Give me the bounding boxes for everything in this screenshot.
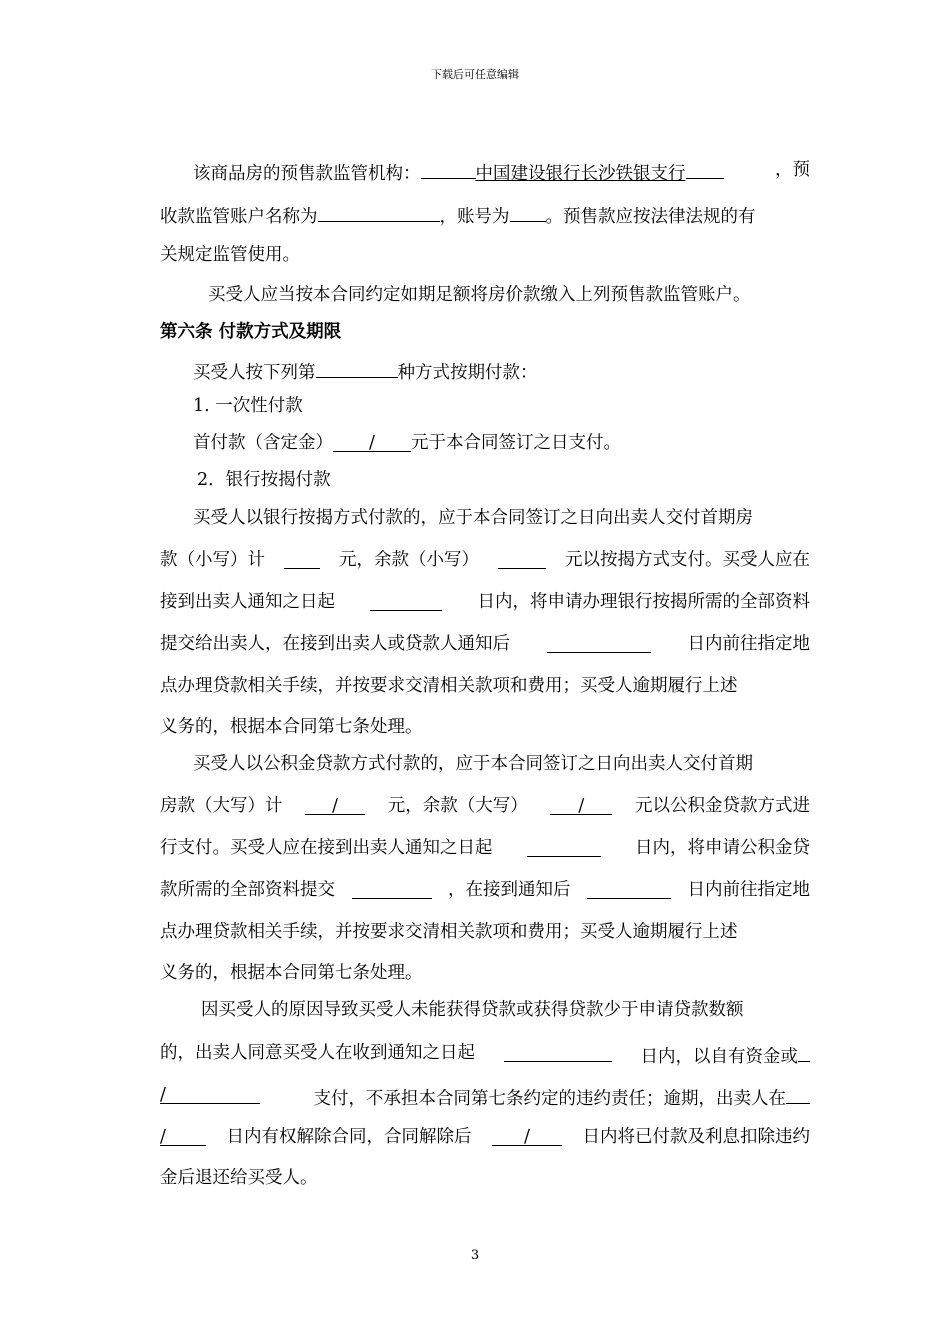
- text: 日内，将申请公积金贷: [635, 838, 810, 858]
- text: 接到出卖人通知之日起: [160, 592, 335, 612]
- blank: [786, 1083, 810, 1104]
- text: 收款监管账户名称为: [160, 207, 318, 227]
- text: 日内前往指定地: [687, 634, 810, 654]
- paragraph-line: 因买受人的原因导致买受人未能获得贷款或获得贷款少于申请贷款数额: [201, 1000, 744, 1020]
- blank: [798, 1041, 810, 1062]
- text: 日内有权解除合同，合同解除后: [226, 1127, 472, 1147]
- self-funds-line: [160, 1041, 810, 1069]
- text: 日内将已付款及利息扣除违约: [582, 1127, 810, 1147]
- text: 行支付。买受人应在接到出卖人通知之日起: [160, 838, 493, 858]
- text: 买受人按下列第: [193, 363, 316, 383]
- mortgage-amount-line: [160, 548, 810, 572]
- text: 元于本合同签订之日支付。: [411, 433, 621, 453]
- down-payment-blank: /: [333, 431, 411, 452]
- blank: [421, 158, 476, 179]
- text: 该商品房的预售款监管机构：: [193, 164, 421, 184]
- list-item: 2．银行按揭付款: [197, 470, 331, 490]
- provident-submit-line: [160, 878, 810, 902]
- paragraph-line: 买受人以公积金贷款方式付款的，应于本合同签订之日向出卖人交付首期: [193, 754, 753, 774]
- submit-blank: [352, 878, 432, 899]
- termination-line: [160, 1125, 810, 1149]
- text: 元，余款（小写）: [339, 550, 479, 570]
- down-payment-line: [193, 431, 843, 455]
- method-blank: [316, 357, 398, 378]
- text: ，在接到通知后: [448, 880, 571, 900]
- text: ，账号为: [439, 207, 510, 227]
- text: ，预: [775, 160, 810, 180]
- paragraph-line: 买受人应当按本合同约定如期足额将房价款缴入上列预售款监管账户。: [208, 285, 751, 305]
- balance-blank: /: [550, 794, 612, 815]
- paragraph-line: 点办理贷款相关手续，并按要求交清相关款项和费用；买受人逾期履行上述: [160, 676, 738, 696]
- text: 元以按揭方式支付。买受人应在: [565, 550, 810, 570]
- days-blank: [527, 836, 601, 857]
- text: 房款（大写）计: [160, 796, 283, 816]
- account-name-blank: [318, 201, 440, 222]
- amount-blank: /: [305, 794, 365, 815]
- paragraph-line: 义务的，根据本合同第七条处理。: [160, 717, 423, 737]
- text: 。预售款应按法律法规的有: [545, 207, 756, 227]
- text: 款（小写）计: [160, 550, 265, 570]
- balance-blank: [498, 548, 546, 569]
- liability-line: [160, 1083, 810, 1111]
- text: 日内，将申请办理银行按揭所需的全部资料: [477, 592, 810, 612]
- paragraph-line: 关规定监管使用。: [160, 245, 300, 265]
- page-header: 下载后可任意编辑: [431, 68, 519, 81]
- notice-days-line: [160, 590, 810, 614]
- list-item: 1. 一次性付款: [193, 396, 303, 416]
- text: 款所需的全部资料提交: [160, 880, 335, 900]
- text: 提交给出卖人，在接到出卖人或贷款人通知后: [160, 634, 510, 654]
- days-blank: [587, 878, 671, 899]
- provident-amount-line: [160, 794, 810, 818]
- days-blank: /: [492, 1125, 562, 1146]
- text: 的，出卖人同意买受人在收到通知之日起: [160, 1043, 475, 1063]
- account-number-blank: [510, 201, 546, 222]
- days-blank: /: [160, 1125, 206, 1146]
- paragraph-line: 点办理贷款相关手续，并按要求交清相关款项和费用；买受人逾期履行上述: [160, 922, 738, 942]
- bank-name: 中国建设银行长沙铁银支行: [475, 164, 686, 184]
- loan-days-line: [160, 632, 810, 656]
- provident-notice-line: [160, 836, 810, 860]
- days-blank: [370, 590, 442, 611]
- blank: [686, 158, 724, 179]
- payment-method-line: [193, 357, 843, 385]
- text: 支付，不承担本合同第七条约定的违约责任；逾期，出卖人在: [313, 1089, 786, 1109]
- paragraph-line: 义务的，根据本合同第七条处理。: [160, 963, 423, 983]
- text: 种方式按期付款：: [397, 363, 538, 383]
- text: 元以公积金贷款方式进: [635, 796, 810, 816]
- days-blank: [547, 632, 651, 653]
- amount-blank: [284, 548, 320, 569]
- text: 元，余款（大写）: [387, 796, 528, 816]
- section-heading: 第六条 付款方式及期限: [160, 322, 342, 342]
- escrow-institution-line: [193, 158, 810, 186]
- days-blank: [504, 1041, 612, 1062]
- paragraph-line: 买受人以银行按揭方式付款的，应于本合同签订之日向出卖人交付首期房: [193, 508, 753, 528]
- text: 首付款（含定金）: [193, 433, 333, 453]
- funds-blank: /: [160, 1083, 260, 1104]
- text: 日内，以自有资金或: [640, 1047, 798, 1067]
- text: 日内前往指定地: [687, 880, 810, 900]
- paragraph-line: 金后退还给买受人。: [160, 1168, 318, 1188]
- escrow-account-line: [160, 201, 810, 229]
- page-number: 3: [470, 1248, 480, 1263]
